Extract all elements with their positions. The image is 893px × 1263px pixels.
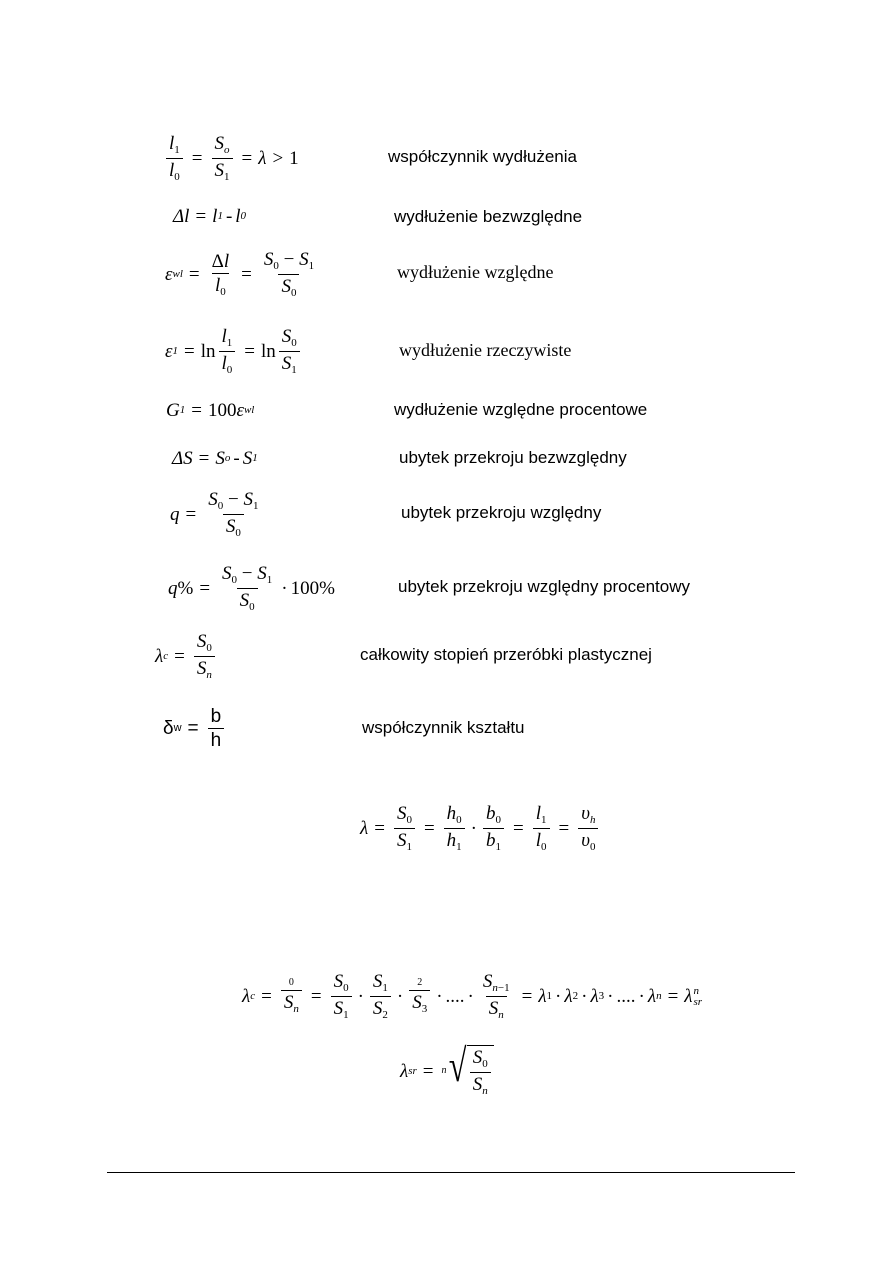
formula-lambda-relations: λ = $\frac{S_0}{S_1}$ = $\frac{h_0}{h_1}$ · $\frac{b_0}{b_1}$ = $\frac{l_1}{l_0}$ = $\frac{\upsilon_h}{\upsilon_0}$ [360,804,601,853]
label-absolute-elongation: wydłużenie bezwzględne [394,207,583,226]
footer-divider [107,1172,795,1173]
label-elongation-coefficient: współczynnik wydłużenia [388,147,577,166]
label-percent-elongation: wydłużenie względne procentowe [394,400,648,419]
label-absolute-section-loss: ubytek przekroju bezwzględny [399,448,627,467]
label-relative-elongation: wydłużenie względne [397,262,554,282]
formula-percent-section-loss: q % = $\frac{S_0 - S_1}{S_0}$ · 100% [168,563,335,613]
formula-relative-elongation: ε wl = $\frac{\Delta l}{l_0}$ = $\frac{S_0 - S_1}{S_0}$ [165,249,315,299]
formula-absolute-elongation: Δl = l 1 - l 0 [173,206,247,227]
label-total-deformation-degree: całkowity stopień przeróbki plastycznej [360,645,652,664]
formula-percent-elongation: G 1 = 100 ε wl [166,400,255,421]
label-relative-section-loss: ubytek przekroju względny [401,503,602,522]
formula-relative-section-loss: q = $\frac{S_0 - S_1}{S_0}$ [170,489,259,539]
formula-shape-coefficient: δ w = $\frac{b}{h}$ [163,707,227,750]
label-true-elongation: wydłużenie rzeczywiste [399,340,572,360]
formula-elongation-coefficient: $\frac{l_1}{l_0}$ = $\frac{S_o}{S_1}$ = λ > 1 [163,134,299,183]
formula-true-elongation: ε 1 = ln $\frac{l_1}{l_0}$ = ln $\frac{S_0}{S_1}$ [165,327,303,376]
formula-mean-lambda: λ sr = n √ $\frac{S_0}{S_n}$ [400,1045,494,1097]
formula-absolute-section-loss: ΔS = S o - S 1 [172,448,258,469]
formula-total-deformation-degree: λ c = $\frac{S_0}{S_n}$ [155,632,218,681]
label-shape-coefficient: współczynnik kształtu [362,718,525,737]
label-percent-section-loss: ubytek przekroju względny procentowy [398,577,690,596]
formula-total-lambda-product: λ c = $\frac{0}{S_n}$ = $\frac{S_0}{S_1}$ · $\frac{S_1}{S_2}$ · $\frac{2}{S_3}$ · .... · $\frac{S_{n-1}}{S_n}$ = λ 1 · λ 2 · λ 3 · .... · λ n = λ n sr [242,971,703,1021]
